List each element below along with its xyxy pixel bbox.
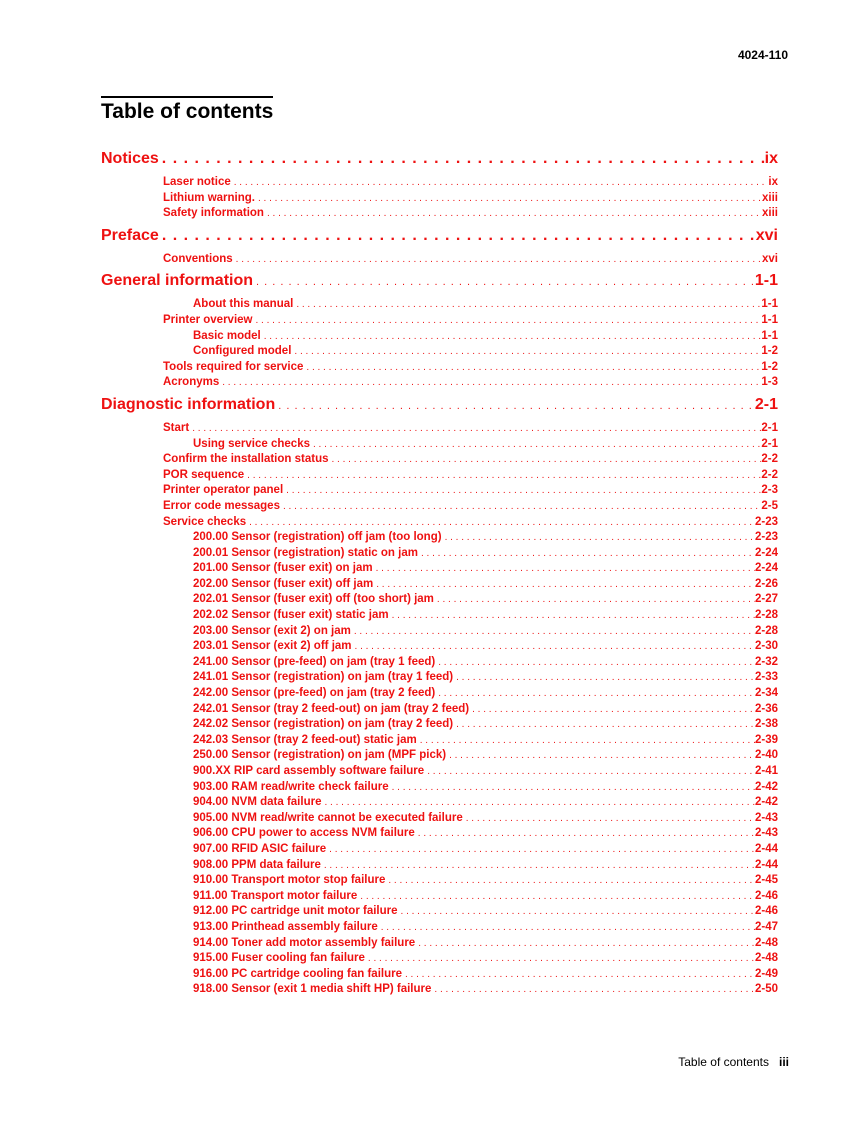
toc-entry-link[interactable]: [101, 765, 778, 781]
dot-leader: [424, 766, 755, 777]
toc-entry-label: 908.00 PPM data failure: [193, 858, 321, 871]
toc-entry-link[interactable]: [101, 687, 778, 703]
toc-entry-link[interactable]: [101, 843, 778, 859]
page-title: Table of contents: [101, 96, 273, 124]
toc-entry-label: 241.00 Sensor (pre-feed) on jam (tray 1 feed): [193, 655, 436, 668]
toc-entry-label: 242.00 Sensor (pre-feed) on jam (tray 2 feed): [193, 687, 436, 700]
dot-leader: [365, 953, 755, 964]
dot-leader: [415, 828, 755, 839]
toc-entry-link[interactable]: [101, 796, 778, 812]
toc-page-number: 2-2: [761, 468, 778, 481]
toc-entry-link[interactable]: [101, 609, 778, 625]
toc-list: [101, 146, 778, 999]
toc-page-number: 2-24: [754, 562, 778, 575]
toc-entry-label: 242.01 Sensor (tray 2 feed-out) on jam (tray 2 feed): [193, 702, 470, 715]
toc-entry-link[interactable]: [101, 640, 778, 656]
toc-entry-label: 202.01 Sensor (fuser exit) off (too short) jam: [193, 593, 434, 606]
toc-entry-label: 915.00 Fuser cooling fan failure: [193, 952, 365, 965]
toc-entry-label: About this manual: [193, 298, 294, 311]
toc-entry-link[interactable]: [101, 827, 778, 843]
toc-page-number: 1-1: [761, 298, 778, 311]
toc-entry-label: Acronyms: [163, 376, 220, 389]
toc-page-number: 2-3: [761, 484, 778, 497]
toc-entry-link[interactable]: [101, 298, 778, 314]
toc-entry-link[interactable]: [101, 547, 778, 563]
toc-entry-label: Notices: [101, 150, 159, 167]
toc-entry-label: Printer operator panel: [163, 484, 284, 497]
dot-leader: [357, 891, 755, 902]
toc-entry-label: General information: [101, 272, 254, 290]
toc-page-number: 1-1: [761, 313, 778, 326]
toc-entry-link[interactable]: [101, 314, 778, 330]
toc-page-number: xvi: [755, 226, 778, 244]
toc-page-number: 2-28: [754, 624, 778, 637]
dot-leader: [261, 331, 762, 342]
toc-page-number: 2-41: [754, 765, 778, 777]
dot-leader: [275, 400, 755, 412]
toc-page-number: 2-28: [754, 609, 778, 622]
toc-entry-link[interactable]: [101, 469, 778, 485]
toc-chapter-link[interactable]: [101, 396, 778, 418]
dot-leader: [453, 719, 755, 730]
dot-leader: [246, 517, 755, 528]
toc-page-number: 1-2: [761, 360, 778, 373]
toc-page-number: 2-5: [761, 499, 778, 512]
toc-page-number: 2-43: [754, 811, 778, 824]
dot-leader: [233, 254, 762, 265]
toc-page-number: 2-36: [754, 702, 778, 715]
dot-leader: [402, 969, 755, 980]
toc-entry-link[interactable]: [101, 330, 778, 346]
dot-leader: [159, 150, 765, 168]
toc-chapter-link[interactable]: [101, 150, 778, 172]
toc-page-number: 2-46: [754, 905, 778, 918]
dot-leader: [159, 227, 756, 245]
toc-page-number: xiii: [762, 191, 778, 204]
dot-leader: [189, 423, 761, 434]
toc-entry-label: Start: [163, 421, 190, 434]
dot-leader: [385, 875, 755, 886]
dot-leader: [280, 501, 761, 512]
toc-page-number: 2-30: [754, 640, 778, 653]
toc-page-number: 1-3: [761, 376, 778, 389]
dot-leader: [352, 641, 755, 652]
toc-entry-link[interactable]: [101, 656, 778, 672]
toc-entry-label: 900.XX RIP card assembly software failure: [193, 765, 425, 777]
toc-entry-link[interactable]: [101, 376, 778, 392]
toc-entry-label: Confirm the installation status: [163, 453, 329, 466]
toc-page-number: 2-42: [754, 796, 778, 809]
toc-entry-label: 200.00 Sensor (registration) off jam (too long): [193, 531, 442, 544]
toc-entry-label: Preface: [101, 226, 159, 244]
toc-entry-label: 903.00 RAM read/write check failure: [193, 780, 389, 793]
toc-entry-label: Error code messages: [163, 499, 280, 512]
toc-entry-link[interactable]: [101, 968, 778, 984]
toc-page-number: 1-1: [761, 329, 778, 342]
toc-entry-label: Printer overview: [163, 313, 253, 326]
toc-page-number: 2-49: [754, 967, 778, 980]
toc-entry-link[interactable]: [101, 345, 778, 361]
toc-entry-link[interactable]: [101, 500, 778, 516]
toc-page-number: 2-23: [754, 515, 778, 528]
toc-page-number: 2-33: [754, 671, 778, 684]
toc-entry-link[interactable]: [101, 192, 778, 208]
dot-leader: [389, 610, 755, 621]
dot-leader: [434, 594, 755, 605]
toc-page-number: 2-32: [754, 655, 778, 668]
toc-page-number: 2-44: [754, 858, 778, 871]
dot-leader: [469, 704, 755, 715]
toc-entry-label: Laser notice: [163, 176, 231, 188]
toc-entry-label: 250.00 Sensor (registration) on jam (MPF pick): [193, 749, 447, 762]
dot-leader: [418, 548, 755, 559]
toc-page-number: 2-1: [754, 395, 778, 413]
footer-page-number: iii: [778, 1055, 789, 1069]
toc-entry-link[interactable]: [101, 703, 778, 719]
toc-entry-link[interactable]: [101, 983, 778, 999]
dot-leader: [321, 860, 755, 871]
toc-entry-link[interactable]: [101, 253, 778, 269]
toc-page-number: 2-26: [754, 577, 778, 590]
toc-entry-label: 242.02 Sensor (registration) on jam (tray 2 feed): [193, 718, 454, 731]
toc-entry-link[interactable]: [101, 921, 778, 937]
toc-entry-label: 918.00 Sensor (exit 1 media shift HP) failure: [193, 983, 432, 996]
toc-page-number: 2-39: [754, 733, 778, 746]
toc-page-number: xiii: [762, 207, 778, 220]
toc-entry-label: 916.00 PC cartridge cooling fan failure: [193, 967, 402, 980]
toc-entry-link[interactable]: [101, 781, 778, 797]
toc-page-number: 2-23: [754, 531, 778, 544]
toc-entry-label: 203.01 Sensor (exit 2) off jam: [193, 640, 352, 653]
dot-leader: [283, 485, 761, 496]
dot-leader: [431, 984, 755, 995]
dot-leader: [398, 906, 755, 917]
dot-leader: [253, 276, 755, 288]
toc-entry-link[interactable]: [101, 718, 778, 734]
toc-page-number: 2-47: [754, 920, 778, 933]
dot-leader: [291, 346, 761, 357]
dot-leader: [252, 315, 761, 326]
toc-entry-label: 906.00 CPU power to access NVM failure: [193, 827, 415, 840]
toc-page-number: xvi: [762, 252, 778, 265]
toc-page-number: 2-48: [754, 952, 778, 965]
dot-leader: [310, 439, 761, 450]
dot-leader: [244, 470, 761, 481]
toc-entry-label: 904.00 NVM data failure: [193, 796, 322, 809]
dot-leader: [453, 672, 755, 683]
toc-entry-link[interactable]: [101, 749, 778, 765]
dot-leader: [378, 922, 755, 933]
toc-entry-link[interactable]: [101, 562, 778, 578]
toc-page-number: ix: [764, 150, 778, 167]
toc-entry-link[interactable]: [101, 734, 778, 750]
toc-entry-label: POR sequence: [163, 468, 245, 481]
toc-entry-label: 907.00 RFID ASIC failure: [193, 842, 327, 855]
toc-entry-label: Conventions: [163, 252, 233, 265]
toc-entry-link[interactable]: [101, 937, 778, 953]
toc-entry-label: 202.00 Sensor (fuser exit) off jam: [193, 577, 374, 590]
toc-page-number: 2-34: [754, 687, 778, 700]
toc-page-number: 2-40: [754, 749, 778, 762]
toc-entry-link[interactable]: [101, 859, 778, 875]
dot-leader: [255, 193, 762, 204]
dot-leader: [293, 299, 761, 310]
toc-page-number: 2-50: [754, 983, 778, 996]
dot-leader: [463, 813, 755, 824]
dot-leader: [329, 454, 762, 465]
toc-entry-label: 914.00 Toner add motor assembly failure: [193, 936, 416, 949]
toc-entry-link[interactable]: [101, 176, 778, 192]
toc-entry-link[interactable]: [101, 812, 778, 828]
toc-page-number: 2-48: [754, 936, 778, 949]
dot-leader: [446, 750, 755, 761]
toc-page-number: 2-46: [754, 889, 778, 902]
toc-page-number: 1-1: [754, 272, 778, 290]
toc-entry-label: 203.00 Sensor (exit 2) on jam: [193, 624, 351, 637]
toc-entry-link[interactable]: [101, 422, 778, 438]
dot-leader: [415, 938, 755, 949]
toc-page-number: 2-43: [754, 827, 778, 840]
toc-page-number: 2-38: [754, 718, 778, 731]
dot-leader: [326, 844, 755, 855]
toc-entry-link[interactable]: [101, 593, 778, 609]
toc-entry-link[interactable]: [101, 484, 778, 500]
toc-page-number: 2-42: [754, 780, 778, 793]
toc-entry-link[interactable]: [101, 578, 778, 594]
toc-entry-label: Configured model: [193, 345, 292, 358]
dot-leader: [435, 688, 755, 699]
toc-entry-label: Diagnostic information: [101, 395, 276, 413]
toc-entry-link[interactable]: [101, 361, 778, 377]
toc-entry-link[interactable]: [101, 671, 778, 687]
dot-leader: [351, 626, 755, 637]
dot-leader: [417, 735, 755, 746]
toc-page-number: 2-24: [754, 546, 778, 559]
toc-entry-label: 912.00 PC cartridge unit motor failure: [193, 905, 398, 918]
toc-entry-link[interactable]: [101, 890, 778, 906]
toc-page-number: 2-1: [761, 421, 778, 434]
toc-page-number: 2-44: [754, 842, 778, 855]
toc-entry-link[interactable]: [101, 874, 778, 890]
toc-page-number: 2-45: [754, 874, 778, 887]
toc-entry-label: Using service checks: [193, 437, 310, 450]
footer-section-title: Table of contents: [678, 1055, 769, 1069]
toc-page-number: 2-27: [754, 593, 778, 606]
toc-entry-link[interactable]: [101, 516, 778, 532]
toc-entry-link[interactable]: [101, 453, 778, 469]
toc-entry-link[interactable]: [101, 905, 778, 921]
toc-entry-label: 910.00 Transport motor stop failure: [193, 874, 386, 887]
dot-leader: [373, 563, 755, 574]
toc-entry-label: Safety information: [163, 207, 264, 220]
toc-entry-link[interactable]: [101, 438, 778, 454]
dot-leader: [219, 377, 761, 388]
toc-entry-label: 911.00 Transport motor failure: [193, 889, 358, 902]
dot-leader: [231, 177, 769, 188]
toc-entry-label: 202.02 Sensor (fuser exit) static jam: [193, 609, 389, 622]
toc-entry-link[interactable]: [101, 207, 778, 223]
toc-chapter-link[interactable]: [101, 227, 778, 249]
toc-page-number: ix: [768, 176, 778, 188]
dot-leader: [442, 532, 755, 543]
dot-leader: [435, 657, 755, 668]
toc-chapter-link[interactable]: [101, 272, 778, 294]
toc-entry-label: Tools required for service: [163, 360, 304, 373]
toc-entry-label: Lithium warning.: [163, 191, 255, 204]
toc-page-number: 1-2: [761, 345, 778, 358]
dot-leader: [321, 797, 754, 808]
toc-entry-label: 200.01 Sensor (registration) static on jam: [193, 546, 418, 559]
dot-leader: [303, 362, 761, 373]
dot-leader: [389, 782, 755, 793]
toc-entry-link[interactable]: [101, 531, 778, 547]
toc-entry-label: 242.03 Sensor (tray 2 feed-out) static jam: [193, 733, 417, 746]
toc-entry-link[interactable]: [101, 952, 778, 968]
dot-leader: [373, 579, 755, 590]
toc-entry-link[interactable]: [101, 625, 778, 641]
toc-page-number: 2-2: [761, 453, 778, 466]
toc-entry-label: 241.01 Sensor (registration) on jam (tray 1 feed): [193, 671, 454, 684]
toc-entry-label: 905.00 NVM read/write cannot be executed failure: [193, 811, 463, 824]
page-footer: [678, 1055, 789, 1069]
toc-page-number: 2-1: [761, 437, 778, 450]
toc-entry-label: Basic model: [193, 329, 261, 342]
document-id: 4024-110: [737, 48, 788, 62]
toc-entry-label: Service checks: [163, 515, 247, 528]
dot-leader: [264, 208, 762, 219]
toc-entry-label: 913.00 Printhead assembly failure: [193, 920, 378, 933]
toc-entry-label: 201.00 Sensor (fuser exit) on jam: [193, 562, 373, 575]
